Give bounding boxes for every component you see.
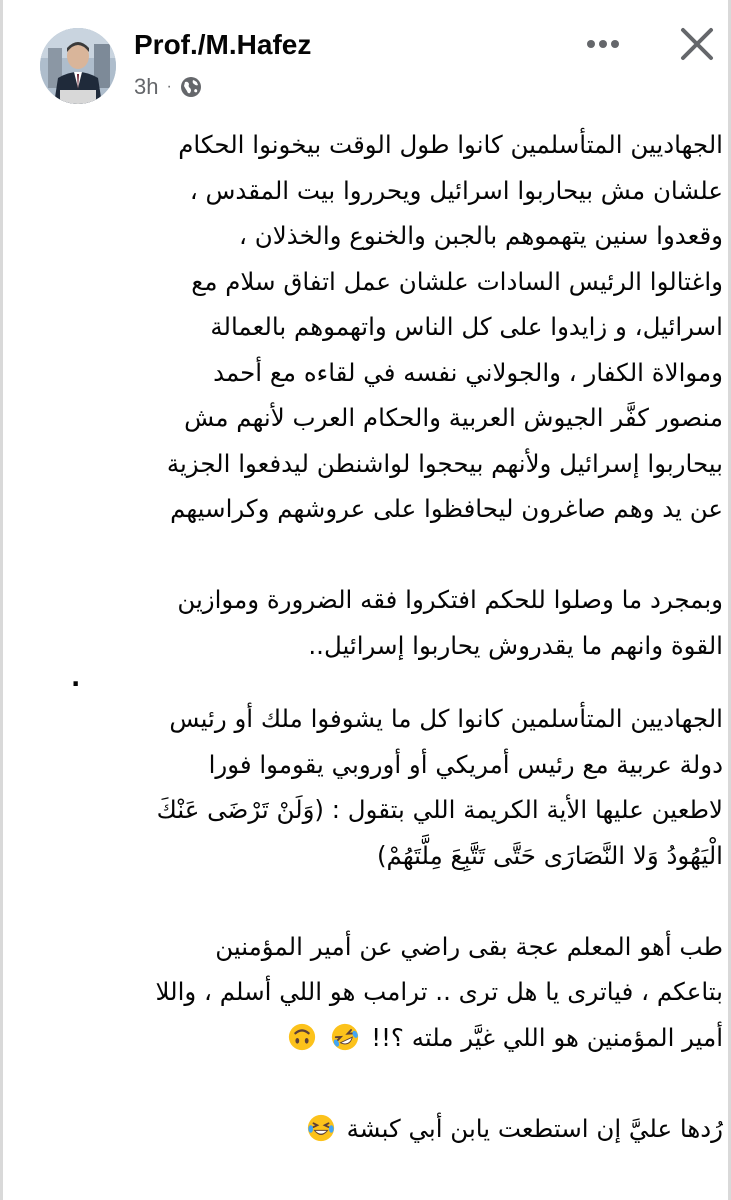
post-line: دولة عربية مع رئيس أمريكي أو أوروبي يقوموا فورا <box>208 749 723 779</box>
post-line: منصور كفَّر الجيوش العربية والحكام العرب لأنهم مش <box>184 403 723 432</box>
meta-separator: · <box>166 78 172 95</box>
post-line: طب أهو المعلم عجة بقى راضي عن أمير المؤمنين <box>215 931 723 961</box>
post-line <box>39 1106 723 1152</box>
post-line: لاطعين عليها الأية الكريمة اللي بتقول : (وَلَنْ تَرْضَى عَنْكَ <box>156 795 723 824</box>
globe-icon[interactable] <box>180 76 202 98</box>
upside-down-face-emoji <box>287 1022 317 1052</box>
post-line: الجهاديين المتأسلمين كانوا كل ما يشوفوا ملك أو رئيس <box>169 704 723 733</box>
rolling-laughing-emoji <box>330 1022 360 1052</box>
post-line: واغتالوا الرئيس السادات علشان عمل اتفاق سلام مع <box>191 266 723 296</box>
laughing-tears-emoji <box>306 1113 336 1143</box>
post-line: علشان مش بيحاربوا اسرائيل ويحرروا بيت المقدس ، <box>189 175 723 205</box>
post-meta <box>134 72 202 102</box>
avatar-photo <box>40 28 116 104</box>
paragraph-gap <box>39 1060 723 1106</box>
post-line: الْيَهُودُ وَلا النَّصَارَى حَتَّى تَتَّبِعَ مِلَّتَهُمْ) <box>376 840 723 870</box>
post-time[interactable]: 3h <box>134 74 159 99</box>
post-line: وقعدوا سنين يتهموهم بالجبن والخنوع والخذلان ، <box>239 221 723 250</box>
post-line: وموالاة الكفار ، والجولاني نفسه في لقاءه مع أحمد <box>213 357 723 387</box>
post-line: القوة وانهم ما يقدروش يحاربوا إسرائيل.. <box>308 630 723 660</box>
post-line: بتاعكم ، فياترى يا هل ترى .. ترامب هو اللي أسلم ، واللا <box>155 977 723 1006</box>
post-header <box>3 0 731 120</box>
close-button[interactable] <box>673 20 721 68</box>
post-line: الجهاديين المتأسلمين كانوا طول الوقت بيخونوا الحكام <box>178 130 723 159</box>
more-options-button[interactable] <box>583 26 623 62</box>
post-line: عن يد وهم صاغرون ليحافظوا على عروشهم وكراسيهم <box>170 494 723 523</box>
post-line-text: أمير المؤمنين هو اللي غيَّر ملته ؟!! <box>371 1022 723 1052</box>
avatar[interactable] <box>40 28 116 104</box>
post-line-text: رُدها عليَّ إن استطعت يابن أبي كبشة <box>346 1113 723 1143</box>
close-icon <box>679 26 715 62</box>
post-line: بيحاربوا إسرائيل ولأنهم بيحجوا لواشنطن ليدفعوا الجزية <box>166 448 723 478</box>
post-line: وبمجرد ما وصلوا للحكم افتكروا فقه الضرورة وموازين <box>177 585 723 614</box>
dot-line: . <box>71 663 81 692</box>
more-dots-icon <box>586 39 620 49</box>
post-text <box>39 122 723 1151</box>
paragraph-gap <box>39 532 723 578</box>
paragraph-gap <box>39 878 723 924</box>
author-name[interactable]: Prof./M.Hafez <box>134 29 312 60</box>
post-line: اسرائيل، و زايدوا على كل الناس واتهموهم بالعمالة <box>210 312 723 341</box>
post-line <box>39 1015 723 1061</box>
